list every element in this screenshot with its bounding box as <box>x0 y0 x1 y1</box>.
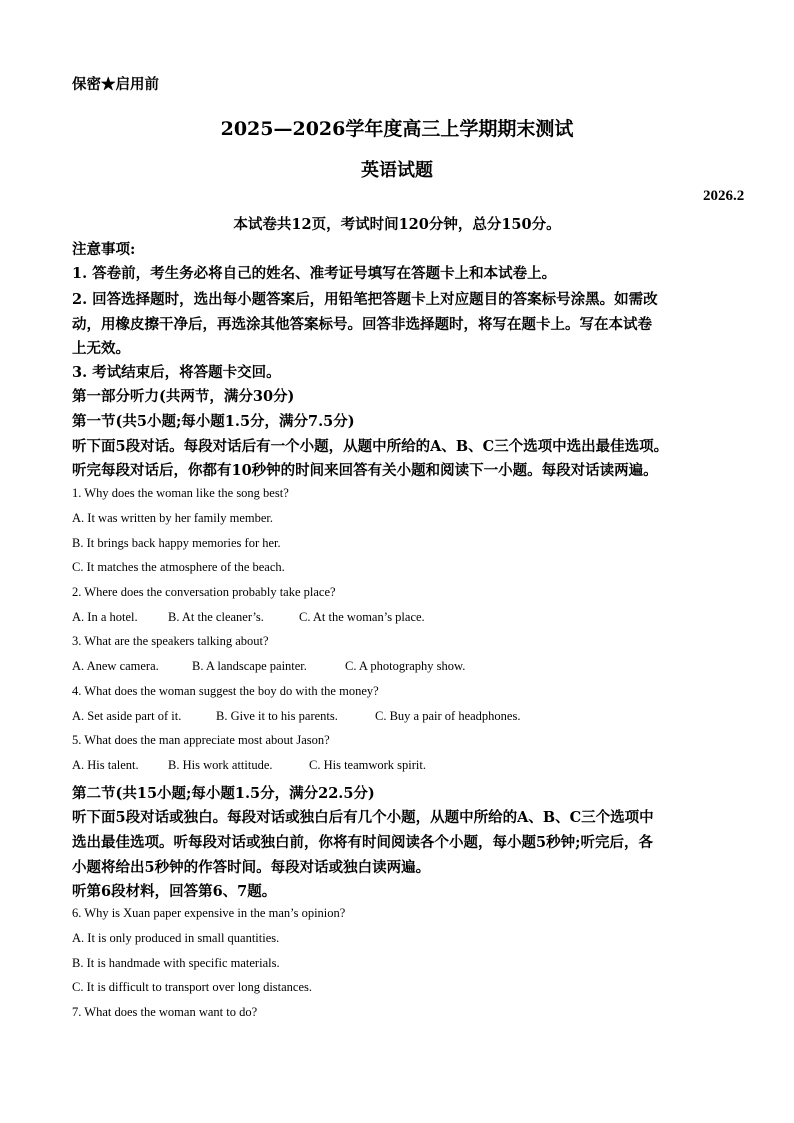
question-4-option-a: A. Set aside part of it. <box>72 709 182 723</box>
exam-title: 2025—2026学年度高三上学期期末测试 <box>220 118 574 140</box>
question-6-stem: 6. Why is Xuan paper expensive in the man’s opinion? <box>72 906 346 920</box>
section2-instructions-line-3: 小题将给出5秒钟的作答时间。每段对话或独白读两遍。 <box>72 859 431 876</box>
question-4-option-c: C. Buy a pair of headphones. <box>375 709 521 723</box>
note-item-3: 3. 考试结束后，将答题卡交回。 <box>72 364 281 381</box>
question-4-option-b: B. Give it to his parents. <box>216 709 338 723</box>
question-3-option-b: B. A landscape painter. <box>192 659 307 673</box>
question-1-option-c: C. It matches the atmosphere of the beach. <box>72 560 285 574</box>
note-item-2-line-2: 动，用橡皮擦干净后，再选涂其他答案标号。回答非选择题时，将写在题卡上。写在本试卷 <box>72 316 652 333</box>
question-5-option-c: C. His teamwork spirit. <box>309 758 427 772</box>
question-4-stem: 4. What does the woman suggest the boy do with the money? <box>72 684 379 698</box>
section1-title: 第一节(共5小题;每小题1.5分，满分7.5分) <box>72 413 355 430</box>
question-2-stem: 2. Where does the conversation probably take place? <box>72 585 336 599</box>
question-2-option-b: B. At the cleaner’s. <box>168 610 264 624</box>
notes-heading: 注意事项: <box>72 241 136 258</box>
question-2-option-a: A. In a hotel. <box>72 610 138 624</box>
section1-instructions-line-1: 听下面5段对话。每段对话后有一个小题，从题中所给的A、B、C三个选项中选出最佳选项。 <box>72 438 669 455</box>
material-6-heading: 听第6段材料，回答第6、7题。 <box>72 883 277 900</box>
section2-title: 第二节(共15小题;每小题1.5分，满分22.5分) <box>72 785 375 802</box>
question-6-option-a: A. It is only produced in small quantities. <box>72 931 280 945</box>
question-6-option-b: B. It is handmade with specific materials. <box>72 956 280 970</box>
question-3-option-c: C. A photography show. <box>345 659 466 673</box>
question-6-option-c: C. It is difficult to transport over long distances. <box>72 980 313 994</box>
question-5-stem: 5. What does the man appreciate most about Jason? <box>72 733 330 747</box>
note-item-2-line-1: 2. 回答选择题时，选出每小题答案后，用铅笔把答题卡上对应题目的答案标号涂黑。如需改 <box>72 291 658 308</box>
question-1-option-b: B. It brings back happy memories for her. <box>72 536 281 550</box>
exam-date: 2026.2 <box>703 188 745 204</box>
section2-instructions-line-2: 选出最佳选项。听每段对话或独白前，你将有时间阅读各个小题，每小题5秒钟;听完后，各 <box>72 834 653 851</box>
question-5-option-a: A. His talent. <box>72 758 139 772</box>
question-3-option-a: A. Anew camera. <box>72 659 159 673</box>
question-1-stem: 1. Why does the woman like the song best? <box>72 486 289 500</box>
subject-title: 英语试题 <box>361 160 433 181</box>
question-3-stem: 3. What are the speakers talking about? <box>72 634 269 648</box>
section1-instructions-line-2: 听完每段对话后，你都有10秒钟的时间来回答有关小题和阅读下一小题。每段对话读两遍。 <box>72 462 658 479</box>
confidential-mark: 保密★启用前 <box>72 76 159 93</box>
note-item-1: 1. 答卷前，考生务必将自己的姓名、准考证号填写在答题卡上和本试卷上。 <box>72 265 557 282</box>
question-2-option-c: C. At the woman’s place. <box>299 610 425 624</box>
exam-info: 本试卷共12页，考试时间120分钟，总分150分。 <box>233 216 561 233</box>
section2-instructions-line-1: 听下面5段对话或独白。每段对话或独白后有几个小题，从题中所给的A、B、C三个选项中 <box>72 809 654 826</box>
part1-title: 第一部分听力(共两节，满分30分) <box>72 388 295 405</box>
question-5-option-b: B. His work attitude. <box>168 758 273 772</box>
note-item-2-line-3: 上无效。 <box>72 340 130 357</box>
question-1-option-a: A. It was written by her family member. <box>72 511 273 525</box>
question-7-stem: 7. What does the woman want to do? <box>72 1005 258 1019</box>
